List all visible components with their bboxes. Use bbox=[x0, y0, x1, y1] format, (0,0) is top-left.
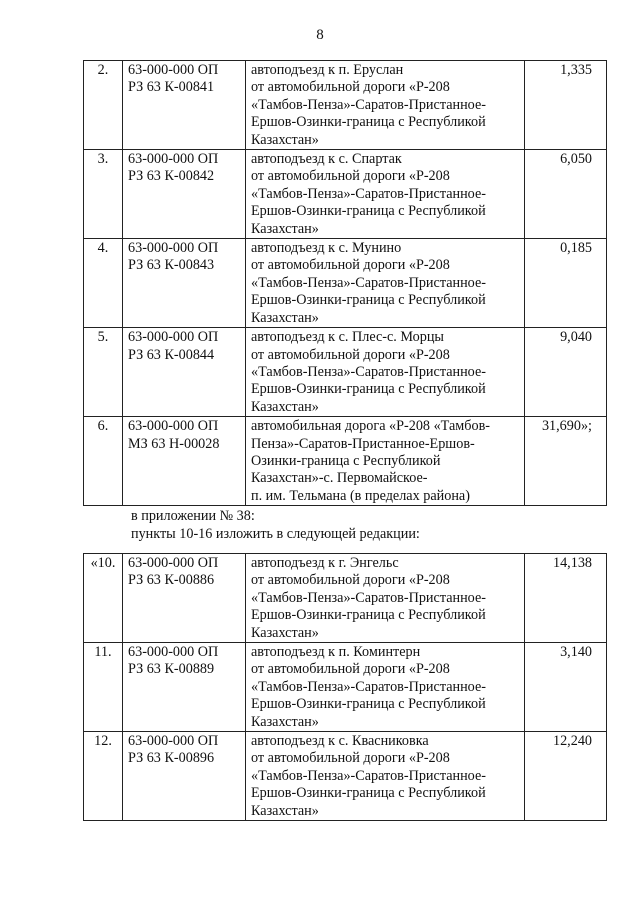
road-length: 0,185 bbox=[525, 239, 607, 328]
row-number: 3. bbox=[84, 150, 123, 239]
road-code-line: РЗ 63 К-00886 bbox=[128, 572, 215, 589]
road-code-line: РЗ 63 К-00844 bbox=[128, 346, 215, 363]
paragraph-line-1: в приложении № 38: bbox=[131, 508, 255, 524]
road-description: автоподъезд к с. Спартак от автомобильной дороги «Р-208 «Тамбов-Пенза»-Саратов-Пристанное- Ершов-Озинки-граница с Республикой Казахстан» bbox=[246, 150, 525, 239]
road-description: автоподъезд к п. Еруслан от автомобильной дороги «Р-208 «Тамбов-Пенза»-Саратов-Пристанное- Ершов-Озинки-граница с Республикой Казахстан» bbox=[246, 61, 525, 150]
row-number: 5. bbox=[84, 328, 123, 417]
road-length: 14,138 bbox=[525, 554, 607, 643]
row-number: 4. bbox=[84, 239, 123, 328]
road-description: автоподъезд к п. Коминтерн от автомобильной дороги «Р-208 «Тамбов-Пенза»-Саратов-Пристанное- Ершов-Озинки-граница с Республикой Казахстан» bbox=[246, 643, 525, 732]
table-row bbox=[84, 239, 607, 328]
road-code bbox=[123, 732, 246, 821]
road-description: автоподъезд к г. Энгельс от автомобильной дороги «Р-208 «Тамбов-Пенза»-Саратов-Пристанное- Ершов-Озинки-граница с Республикой Казахстан» bbox=[246, 554, 525, 643]
road-code-line: МЗ 63 Н-00028 bbox=[128, 435, 220, 452]
road-code-line: РЗ 63 К-00889 bbox=[128, 661, 215, 678]
row-number: 2. bbox=[84, 61, 123, 150]
road-code-line: РЗ 63 К-00843 bbox=[128, 257, 215, 274]
table-row bbox=[84, 328, 607, 417]
page-number: 8 bbox=[316, 27, 324, 43]
row-number: 6. bbox=[84, 417, 123, 506]
road-code-line: РЗ 63 К-00842 bbox=[128, 168, 215, 185]
road-length: 12,240 bbox=[525, 732, 607, 821]
roads-table-1 bbox=[83, 60, 607, 506]
road-code bbox=[123, 61, 246, 150]
table-row bbox=[84, 61, 607, 150]
road-description: автоподъезд к с. Квасниковка от автомобильной дороги «Р-208 «Тамбов-Пенза»-Саратов-Пристанное- Ершов-Озинки-граница с Республикой Казахстан» bbox=[246, 732, 525, 821]
road-code bbox=[123, 417, 246, 506]
road-code-line: 63-000-000 ОП bbox=[128, 329, 219, 346]
road-code-line: 63-000-000 ОП bbox=[128, 555, 219, 571]
road-length: 31,690»; bbox=[525, 417, 607, 506]
road-code-line: РЗ 63 К-00896 bbox=[128, 750, 215, 767]
row-number: 12. bbox=[84, 732, 123, 821]
road-code-line: 63-000-000 ОП bbox=[128, 733, 219, 750]
road-code bbox=[123, 643, 246, 732]
road-code-line: 63-000-000 ОП bbox=[128, 240, 219, 257]
road-code-line: 63-000-000 ОП bbox=[128, 418, 219, 435]
road-code-line: РЗ 63 К-00841 bbox=[128, 79, 215, 96]
road-length: 3,140 bbox=[525, 643, 607, 732]
road-code bbox=[123, 239, 246, 328]
road-length: 1,335 bbox=[525, 61, 607, 150]
road-length: 9,040 bbox=[525, 328, 607, 417]
road-code bbox=[123, 150, 246, 239]
road-code-line: 63-000-000 ОП bbox=[128, 62, 219, 78]
road-description: автомобильная дорога «Р-208 «Тамбов- Пенза»-Саратов-Пристанное-Ершов- Озинки-граница с Республикой Казахстан»-с. Первомайское- п. им. Тельмана (в пределах района) bbox=[246, 417, 525, 506]
road-code-line: 63-000-000 ОП bbox=[128, 151, 219, 168]
table-row bbox=[84, 732, 607, 821]
road-description: автоподъезд к с. Плес-с. Морцы от автомобильной дороги «Р-208 «Тамбов-Пенза»-Саратов-Пристанное- Ершов-Озинки-граница с Республикой Казахстан» bbox=[246, 328, 525, 417]
road-code bbox=[123, 554, 246, 643]
table-row bbox=[84, 554, 607, 643]
road-code-line: 63-000-000 ОП bbox=[128, 644, 219, 661]
table-row bbox=[84, 150, 607, 239]
table-row bbox=[84, 643, 607, 732]
roads-table-2 bbox=[83, 553, 607, 821]
row-number: 11. bbox=[84, 643, 123, 732]
road-code bbox=[123, 328, 246, 417]
row-number: «10. bbox=[84, 554, 123, 643]
road-description: автоподъезд к с. Мунино от автомобильной дороги «Р-208 «Тамбов-Пенза»-Саратов-Пристанное- Ершов-Озинки-граница с Республикой Казахстан» bbox=[246, 239, 525, 328]
paragraph-line-2: пункты 10-16 изложить в следующей редакции: bbox=[131, 526, 420, 542]
road-length: 6,050 bbox=[525, 150, 607, 239]
table-row bbox=[84, 417, 607, 506]
